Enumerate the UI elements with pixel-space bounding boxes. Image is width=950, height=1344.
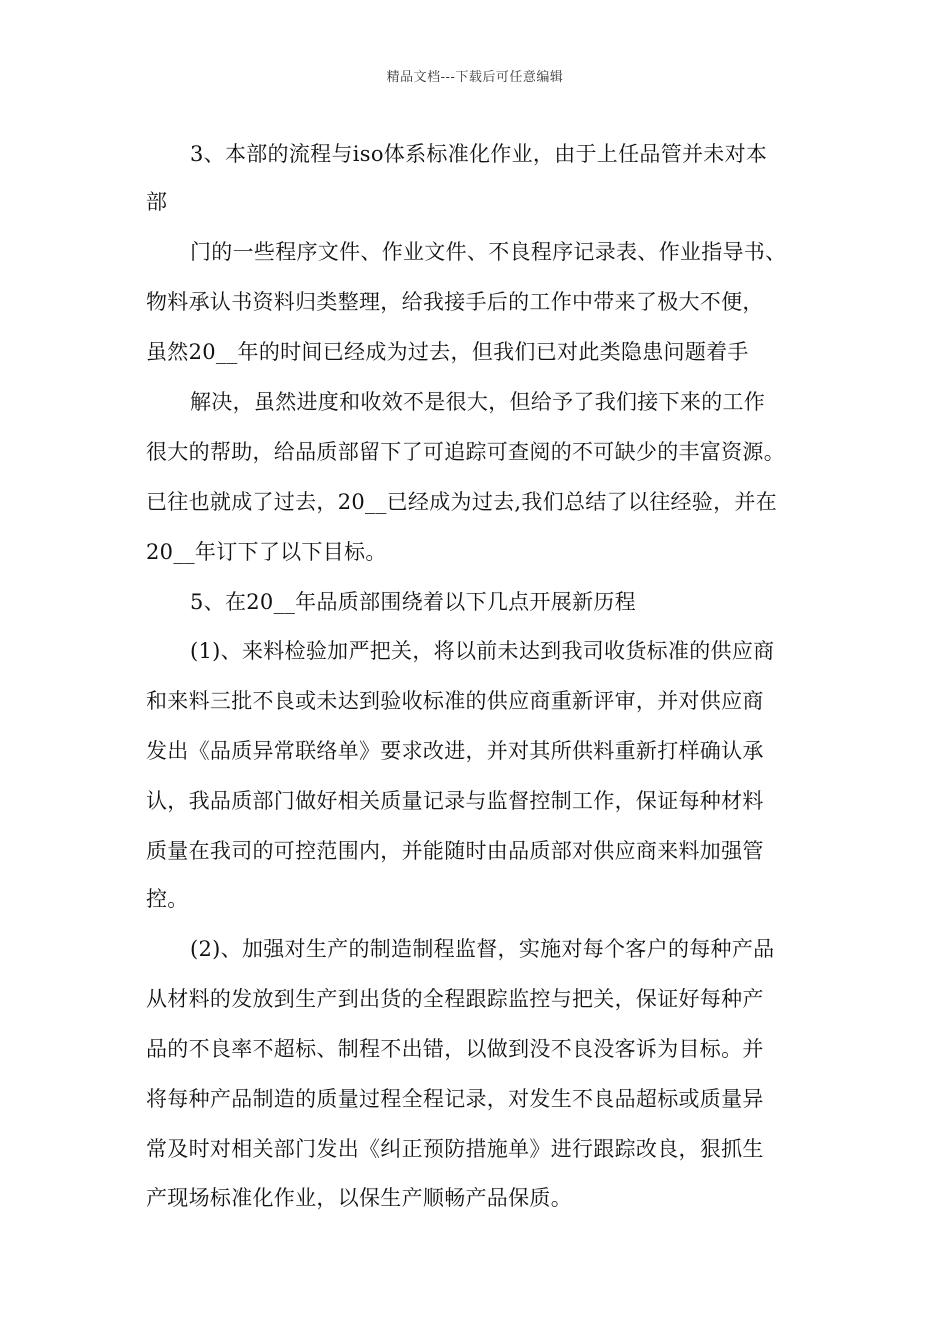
text-line: 认，我品质部门做好相关质量记录与监督控制工作，保证每种材料 [146, 789, 764, 813]
text-line: 虽然20__年的时间已经成为过去，但我们已对此类隐患问题着手 [146, 340, 749, 364]
page-header: 精品文档---下载后可任意编辑 [386, 70, 564, 85]
text-line: 将每种产品制造的质量过程全程记录，对发生不良品超标或质量异 [146, 1087, 764, 1111]
text-line: 5、在20__年品质部围绕着以下几点开展新历程 [190, 590, 636, 614]
text-line: 物料承认书资料归类整理，给我接手后的工作中带来了极大不便， [146, 290, 764, 314]
text-line: 3、本部的流程与iso体系标准化作业，由于上任品管并未对本 [190, 142, 768, 166]
text-line: (2)、加强对生产的制造制程监督，实施对每个客户的每种产品 [190, 937, 775, 961]
text-line: 门的一些程序文件、作业文件、不良程序记录表、作业指导书、 [190, 240, 787, 264]
text-line: 和来料三批不良或未达到验收标准的供应商重新评审，并对供应商 [146, 689, 764, 713]
text-line: 质量在我司的可控范围内，并能随时由品质部对供应商来料加强管 [146, 839, 764, 863]
text-line: 从材料的发放到生产到出货的全程跟踪监控与把关，保证好每种产 [146, 987, 764, 1011]
text-line: 控。 [146, 887, 189, 911]
text-line: 部 [146, 190, 168, 214]
text-line: 品的不良率不超标、制程不出错，以做到没不良没客诉为目标。并 [146, 1037, 764, 1061]
text-line: 20__年订下了以下目标。 [146, 540, 387, 564]
text-line: 已往也就成了过去，20__已经成为过去,我们总结了以往经验，并在 [146, 490, 777, 514]
text-line: 很大的帮助，给品质部留下了可追踪可查阅的不可缺少的丰富资源。 [146, 440, 785, 464]
text-line: 产现场标准化作业，以保生产顺畅产品保质。 [146, 1186, 572, 1210]
text-line: (1)、来料检验加严把关，将以前未达到我司收货标准的供应商 [190, 639, 775, 663]
text-line: 发出《品质异常联络单》要求改进，并对其所供料重新打样确认承 [146, 739, 764, 763]
text-line: 解决，虽然进度和收效不是很大，但给予了我们接下来的工作 [190, 390, 766, 414]
text-line: 常及时对相关部门发出《纠正预防措施单》进行跟踪改良，狠抓生 [146, 1137, 764, 1161]
